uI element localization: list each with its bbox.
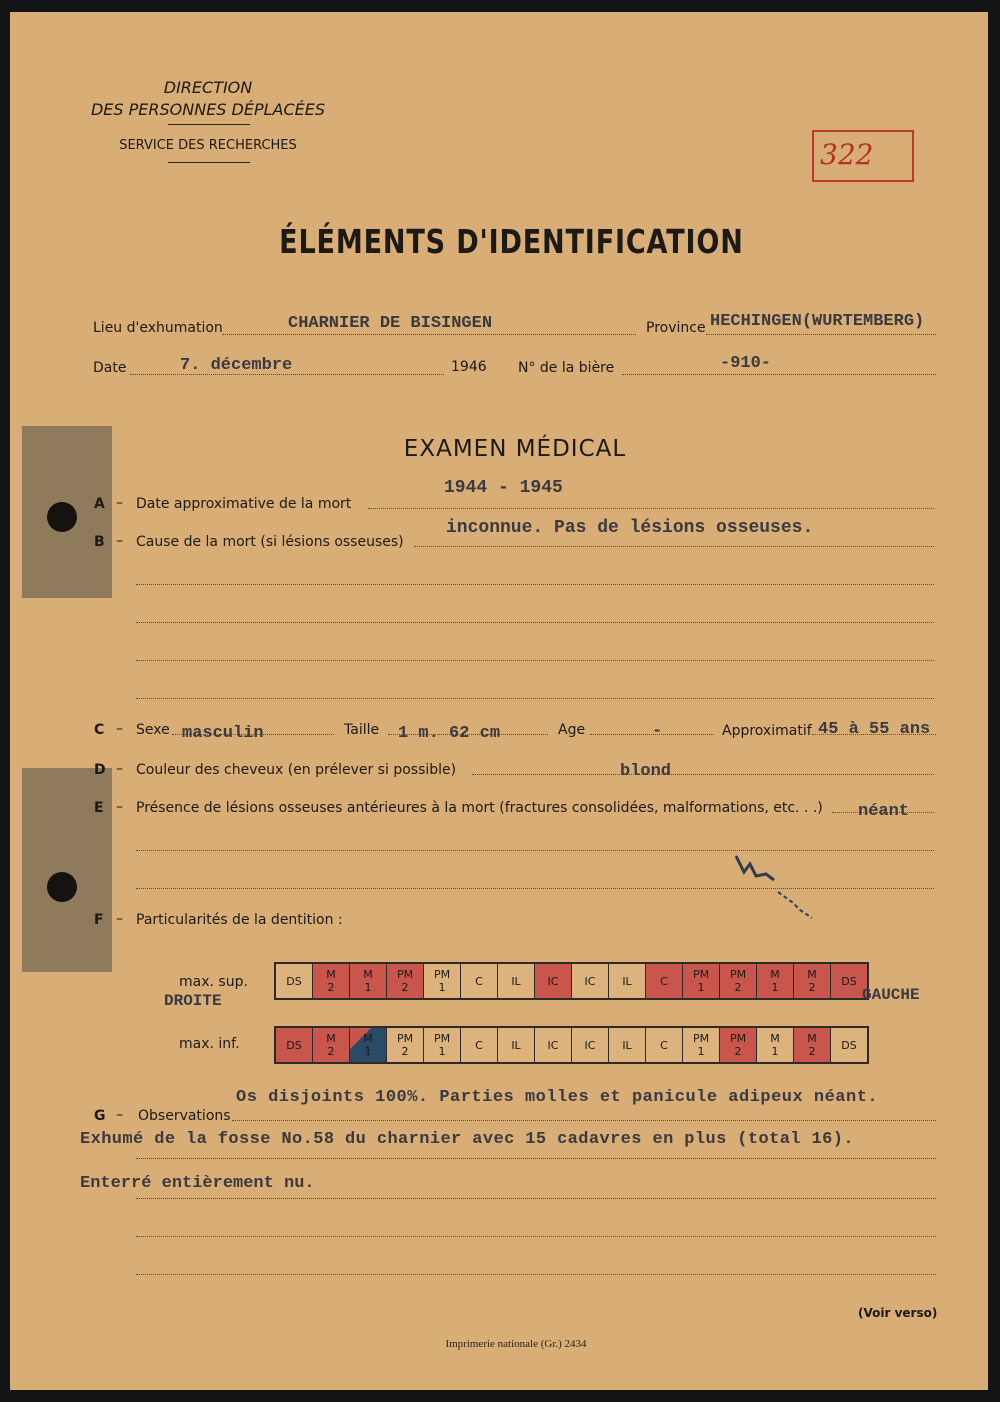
tooth-number: 2 bbox=[401, 1045, 409, 1058]
g-line-2 bbox=[136, 1158, 936, 1159]
sexe-value: masculin bbox=[182, 724, 264, 743]
tooth-sup-7 bbox=[497, 964, 534, 998]
letter-c: C bbox=[94, 722, 105, 738]
tooth-inf-11 bbox=[645, 1028, 682, 1062]
tooth-label: M bbox=[326, 1032, 336, 1045]
letter-b: B bbox=[94, 534, 105, 550]
biere-dots bbox=[622, 374, 936, 375]
upper-teeth-row bbox=[274, 962, 869, 1000]
tooth-number: 1 bbox=[438, 981, 446, 994]
g-dots bbox=[232, 1120, 936, 1121]
d-dots bbox=[472, 774, 934, 775]
tooth-label: PM bbox=[433, 1032, 451, 1045]
approx-label: Approximatif bbox=[722, 723, 812, 739]
date-label: Date bbox=[93, 360, 127, 376]
tooth-inf-2 bbox=[312, 1028, 349, 1062]
tooth-number: 1 bbox=[771, 1045, 779, 1058]
a-label: Date approximative de la mort bbox=[136, 496, 352, 512]
tooth-number: 2 bbox=[401, 981, 409, 994]
d-value: blond bbox=[620, 762, 672, 781]
province-dots bbox=[706, 334, 936, 335]
tooth-label: PM bbox=[396, 1032, 414, 1045]
biere-value: -910- bbox=[720, 354, 772, 373]
tooth-label: PM bbox=[729, 968, 747, 981]
lower-teeth-row bbox=[274, 1026, 869, 1064]
b-line-5 bbox=[136, 698, 934, 699]
tooth-label: M bbox=[326, 968, 336, 981]
tooth-sup-9 bbox=[571, 964, 608, 998]
ink-scribble bbox=[734, 854, 824, 924]
b-dots bbox=[414, 546, 934, 547]
tooth-label: PM bbox=[396, 968, 414, 981]
tooth-label: M bbox=[770, 1032, 780, 1045]
tooth-number: 2 bbox=[808, 1045, 816, 1058]
tooth-label: PM bbox=[433, 968, 451, 981]
g-line-3 bbox=[136, 1198, 936, 1199]
tooth-inf-7 bbox=[497, 1028, 534, 1062]
b-label: Cause de la mort (si lésions osseuses) bbox=[136, 534, 404, 550]
e-label: Présence de lésions osseuses antérieures à la mort (fractures consolidées, malformations, etc. . .) bbox=[136, 800, 823, 816]
tooth-inf-14 bbox=[756, 1028, 793, 1062]
tooth-label: M bbox=[807, 968, 817, 981]
tooth-inf-9 bbox=[571, 1028, 608, 1062]
tooth-number: 2 bbox=[734, 1045, 742, 1058]
tooth-sup-10 bbox=[608, 964, 645, 998]
tooth-number: 2 bbox=[327, 981, 335, 994]
tooth-label: M bbox=[807, 1032, 817, 1045]
g-line-5 bbox=[136, 1274, 936, 1275]
taille-label: Taille bbox=[344, 722, 380, 738]
age-label: Age bbox=[558, 722, 586, 738]
lieu-label: Lieu d'exhumation bbox=[93, 320, 223, 336]
tooth-label: C bbox=[660, 1038, 668, 1052]
sexe-label: Sexe bbox=[136, 722, 170, 738]
letter-a: A bbox=[94, 496, 105, 512]
tooth-number: 1 bbox=[697, 1045, 705, 1058]
tooth-label: M bbox=[770, 968, 780, 981]
letter-e: E bbox=[94, 800, 104, 816]
tooth-label: DS bbox=[841, 974, 857, 988]
ref-number: 322 bbox=[820, 138, 874, 171]
org-line-2: DES PERSONNES DÉPLACÉES bbox=[90, 100, 326, 119]
d-label: Couleur des cheveux (en prélever si possible) bbox=[136, 762, 457, 778]
tooth-number: 2 bbox=[327, 1045, 335, 1058]
letter-f: F bbox=[94, 912, 104, 928]
tooth-label: IC bbox=[584, 974, 596, 988]
tooth-sup-1 bbox=[276, 964, 312, 998]
tooth-sup-14 bbox=[756, 964, 793, 998]
tooth-label: C bbox=[475, 1038, 483, 1052]
tooth-sup-8 bbox=[534, 964, 571, 998]
tooth-number: 1 bbox=[771, 981, 779, 994]
tooth-label: IL bbox=[622, 974, 632, 988]
obs-line-1: Os disjoints 100%. Parties molles et panicule adipeux néant. bbox=[236, 1088, 879, 1107]
tooth-label: IL bbox=[511, 974, 521, 988]
tooth-inf-15 bbox=[793, 1028, 830, 1062]
b-value: inconnue. Pas de lésions osseuses. bbox=[446, 518, 814, 538]
section-title: EXAMEN MÉDICAL bbox=[403, 436, 627, 462]
tooth-label: IC bbox=[584, 1038, 596, 1052]
f-label: Particularités de la dentition : bbox=[136, 912, 343, 928]
tooth-inf-10 bbox=[608, 1028, 645, 1062]
tooth-label: PM bbox=[692, 1032, 710, 1045]
tooth-label: DS bbox=[286, 1038, 302, 1052]
lieu-dots bbox=[222, 334, 636, 335]
tooth-label: DS bbox=[841, 1038, 857, 1052]
tooth-sup-2 bbox=[312, 964, 349, 998]
taille-value: 1 m. 62 cm bbox=[398, 724, 501, 743]
tooth-sup-13 bbox=[719, 964, 756, 998]
tooth-label: M bbox=[363, 1032, 373, 1045]
voir-verso: (Voir verso) bbox=[858, 1306, 938, 1320]
tooth-label: IC bbox=[547, 974, 559, 988]
tooth-number: 2 bbox=[808, 981, 816, 994]
service-rule bbox=[168, 162, 250, 163]
b-line-3 bbox=[136, 622, 934, 623]
tooth-sup-3 bbox=[349, 964, 386, 998]
tooth-label: PM bbox=[692, 968, 710, 981]
approx-value: 45 à 55 ans bbox=[818, 720, 931, 739]
tooth-sup-15 bbox=[793, 964, 830, 998]
punch-hole-top bbox=[47, 502, 77, 532]
a-dots bbox=[368, 508, 934, 509]
gauche-label: GAUCHE bbox=[862, 986, 920, 1004]
tooth-inf-13 bbox=[719, 1028, 756, 1062]
tooth-inf-4 bbox=[386, 1028, 423, 1062]
inf-label: max. inf. bbox=[179, 1036, 240, 1052]
e-value: néant bbox=[858, 802, 910, 821]
lieu-value: CHARNIER DE BISINGEN bbox=[288, 314, 493, 333]
tooth-label: M bbox=[363, 968, 373, 981]
tooth-inf-8 bbox=[534, 1028, 571, 1062]
service-label: SERVICE DES RECHERCHES bbox=[119, 138, 297, 153]
tooth-sup-5 bbox=[423, 964, 460, 998]
imprint: Imprimerie nationale (Gr.) 2434 bbox=[445, 1338, 587, 1350]
tooth-sup-12 bbox=[682, 964, 719, 998]
tooth-label: C bbox=[475, 974, 483, 988]
tooth-number: 1 bbox=[697, 981, 705, 994]
obs-line-2: Exhumé de la fosse No.58 du charnier avec 15 cadavres en plus (total 16). bbox=[80, 1130, 854, 1149]
a-value: 1944 - 1945 bbox=[444, 478, 563, 498]
header-rule bbox=[168, 124, 250, 125]
obs-line-3: Enterré entièrement nu. bbox=[80, 1174, 315, 1193]
province-value: HECHINGEN(WURTEMBERG) bbox=[710, 312, 925, 331]
age-value: - bbox=[652, 722, 663, 741]
tooth-inf-16 bbox=[830, 1028, 867, 1062]
tooth-inf-1 bbox=[276, 1028, 312, 1062]
punch-hole-bottom bbox=[47, 872, 77, 902]
tooth-sup-11 bbox=[645, 964, 682, 998]
e-line-2 bbox=[136, 850, 934, 851]
tooth-number: 1 bbox=[438, 1045, 446, 1058]
letter-g: G bbox=[94, 1108, 106, 1124]
b-line-4 bbox=[136, 660, 934, 661]
droite-label: DROITE bbox=[164, 992, 222, 1010]
page-title: ÉLÉMENTS D'IDENTIFICATION bbox=[279, 222, 744, 261]
tooth-number: 2 bbox=[734, 981, 742, 994]
b-line-2 bbox=[136, 584, 934, 585]
year-value: 1946 bbox=[451, 359, 487, 375]
ref-number-box bbox=[812, 130, 914, 182]
tooth-inf-3 bbox=[349, 1028, 386, 1062]
date-value: 7. décembre bbox=[180, 356, 293, 375]
tooth-inf-5 bbox=[423, 1028, 460, 1062]
tooth-inf-12 bbox=[682, 1028, 719, 1062]
tooth-label: IL bbox=[511, 1038, 521, 1052]
tooth-number: 1 bbox=[364, 1045, 372, 1058]
tooth-sup-4 bbox=[386, 964, 423, 998]
sup-label: max. sup. bbox=[179, 974, 248, 990]
tooth-inf-6 bbox=[460, 1028, 497, 1062]
tooth-label: PM bbox=[729, 1032, 747, 1045]
tooth-label: C bbox=[660, 974, 668, 988]
tooth-label: IL bbox=[622, 1038, 632, 1052]
letter-d: D bbox=[94, 762, 106, 778]
binder-tab-bottom bbox=[22, 768, 112, 972]
tooth-label: DS bbox=[286, 974, 302, 988]
tooth-label: IC bbox=[547, 1038, 559, 1052]
g-line-4 bbox=[136, 1236, 936, 1237]
org-line-1: DIRECTION bbox=[163, 78, 253, 97]
province-label: Province bbox=[646, 320, 706, 336]
g-label: Observations bbox=[138, 1108, 231, 1124]
tooth-number: 1 bbox=[364, 981, 372, 994]
biere-label: N° de la bière bbox=[518, 360, 615, 376]
document-sheet: DIRECTION DES PERSONNES DÉPLACÉES SERVICE DES RECHERCHES 322 ÉLÉMENTS D'IDENTIFICATION Lieu d'exhumation CHARNIER DE BISINGEN Province HECHINGEN(WURTEMBERG) Date 7. décembre 1946 N° de la bière -910- EXAMEN MÉDICAL A – Date approximative de la mort 1944 - 1945 B – Cause de la mort (si lésions osseuses) inconnue. Pas de lésions osseuses. C – Sexe masculin Taille 1 m. 62 cm Age - Approximatif 45 à 55 ans D – Couleur des cheveux (en prélever si possible) blond E – Présence de lésions osseuses antérieures à la mort (fractures consolidées, malformations, etc. . .) néant F – Particularités de la dentition : max. sup. DROITE DS M 2 M 1 PM 2 PM 1 C IL IC IC IL C PM 1 PM 2 M 1 M 2 DS GAUCHE max. inf. DS M 2 M 1 PM 2 PM 1 C IL IC IC IL C PM 1 PM 2 M 1 M 2 DS G – Observations Os disjoints 100%. Parties molles et panicule adipeux néant. Exhumé de la fosse No.58 du charnier avec 15 cadavres en plus (total 16). Enterré entièrement nu. (Voir verso) Imprimerie nationale (Gr.) 2434 bbox=[10, 12, 988, 1390]
tooth-sup-6 bbox=[460, 964, 497, 998]
